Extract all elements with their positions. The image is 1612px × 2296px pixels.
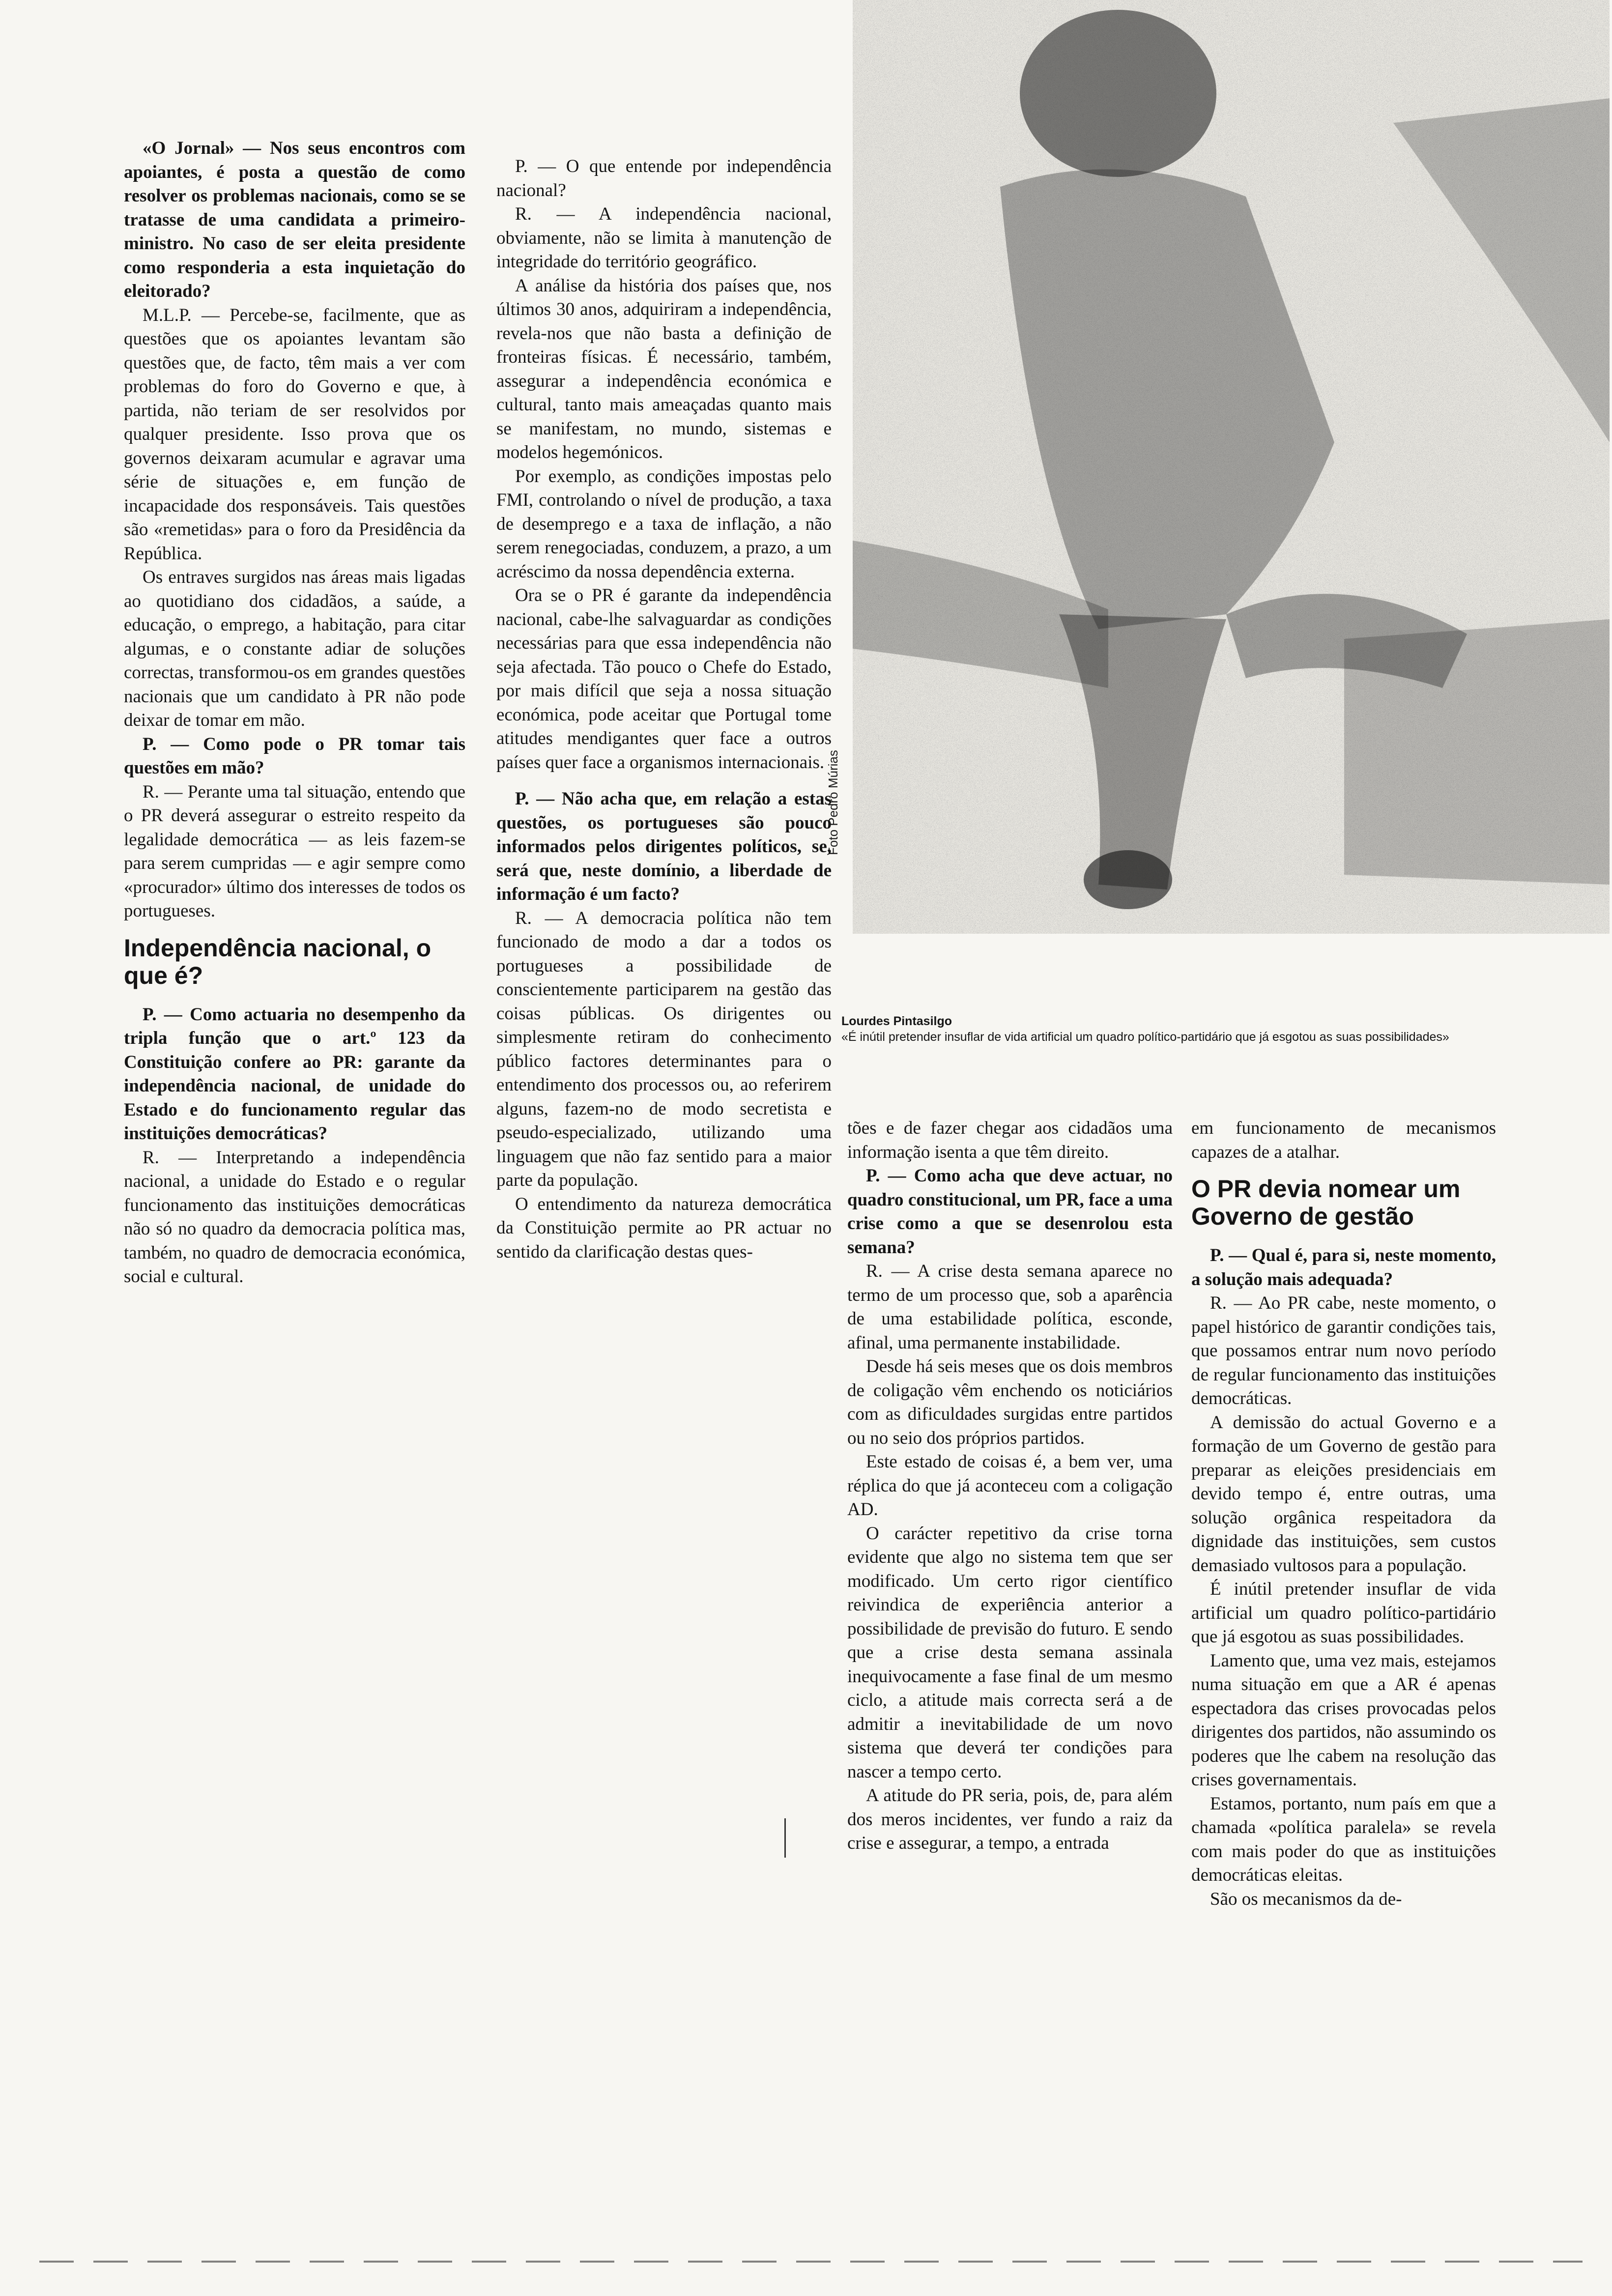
text-paragraph: Por exemplo, as condições impostas pelo FMI, controlando o nível de produção, a taxa de desemprego e a taxa de inflação, a não serem renegociadas, conduzem, a prazo, a um acréscimo da nossa dependência externa.: [496, 466, 832, 582]
text-paragraph: Ora se o PR é garante da independência nacional, cabe-lhe salvaguardar as condições necessárias para que essa independência não seja afectada. Tão pouco o Chefe do Estado, por mais difícil que seja a nossa situação económica, pode aceitar que Portugal tome atitudes mendigantes quer face a outros países quer face a organismos internacionais.: [496, 585, 832, 773]
photo-credit: Foto Pedro Múrias: [826, 750, 840, 855]
column-2: [496, 155, 832, 1264]
caption-name: Lourdes Pintasilgo: [841, 1014, 952, 1028]
text-paragraph: Os entraves surgidos nas áreas mais ligadas ao quotidiano dos cidadãos, a saúde, a educação, o emprego, a habitação, para citar algumas, e o constante adiar de soluções correctas, transformou-os em grandes questões nacionais que um candidato à PR não pode deixar de tomar em mão.: [124, 567, 465, 730]
column-4: [1191, 1117, 1496, 1911]
text-paragraph: Este estado de coisas é, a bem ver, uma réplica do que já aconteceu com a coligação AD.: [847, 1452, 1173, 1520]
answer-paragraph: R. — Interpretando a independência nacional, a unidade do Estado e o regular funcionamento das instituições democráticas não só no quadro da democracia política mas, também, no quadro de democracia económica, social e cultural.: [124, 1147, 465, 1287]
answer-paragraph: R. — Perante uma tal situação, entendo que o PR deverá assegurar o estreito respeito da legalidade democrática — as leis fazem-se para serem cumpridas — e agir sempre como «procurador» último dos interesses de todos os portugueses.: [124, 781, 465, 921]
text-paragraph: É inútil pretender insuflar de vida artificial um quadro político-partidário que já esgotou as suas possibilidades.: [1191, 1579, 1496, 1647]
text-paragraph: A análise da história dos países que, nos últimos 30 anos, adquiriram a independência, revela-nos que não basta a definição de fronteiras físicas. É necessário, também, assegurar a independência económica e cultural, tanto mais ameaçadas quanto mais se manifestam, no mundo, sistemas e modelos hegemónicos.: [496, 275, 832, 462]
answer-paragraph: R. — A crise desta semana aparece no termo de um processo que, sob a aparência de uma estabilidade política, esconde, afinal, uma permanente instabilidade.: [847, 1261, 1173, 1353]
caption-text: «É inútil pretender insuflar de vida artificial um quadro político-partidário que já esgotou as suas possibilidades»: [841, 1030, 1449, 1044]
text-paragraph: Desde há seis meses que os dois membros de coligação vêm enchendo os noticiários com as dificuldades surgidas entre partidos ou no seio dos próprios partidos.: [847, 1356, 1173, 1448]
question-paragraph: P. — Como actuaria no desempenho da tripla função que o art.º 123 da Constituição confere ao PR: garante da independência nacional, de unidade do Estado e do funcionamento regular das instituições democráticas?: [124, 1004, 465, 1144]
column-1: [124, 137, 465, 1289]
column-divider-mark: [784, 1818, 786, 1858]
question-paragraph: P. — Como acha que deve actuar, no quadro constitucional, um PR, face a uma crise como a que se desenrolou esta semana?: [847, 1166, 1173, 1258]
question-paragraph: «O Jornal» — Nos seus encontros com apoiantes, é posta a questão de como resolver os problemas nacionais, como se se tratasse de uma candidata a primeiro-ministro. No caso de ser eleita presidente como responderia a esta inquietação do eleitorado?: [124, 138, 465, 301]
portrait-photo: [853, 0, 1610, 1008]
question-paragraph: P. — Qual é, para si, neste momento, a solução mais adequada?: [1191, 1245, 1496, 1290]
text-paragraph: em funcionamento de mecanismos capazes de a atalhar.: [1191, 1118, 1496, 1162]
text-paragraph: A demissão do actual Governo e a formação de um Governo de gestão para preparar as eleições presidenciais em devido tempo é, entre outras, uma solução orgânica respeitadora da dignidade das instituições, sem custos demasiado vultosos para a população.: [1191, 1412, 1496, 1576]
section-heading: Independência nacional, o que é?: [124, 934, 432, 989]
text-paragraph: tões e de fazer chegar aos cidadãos uma informação isenta a que têm direito.: [847, 1118, 1173, 1162]
text-paragraph: Lamento que, uma vez mais, estejamos numa situação em que a AR é apenas espectadora das crises provocadas pelos dirigentes dos partidos, não assumindo os poderes que lhe cabem na resolução das crises governamentais.: [1191, 1650, 1496, 1790]
section-heading: O PR devia nomear um Governo de gestão: [1191, 1175, 1461, 1230]
answer-paragraph: R. — Ao PR cabe, neste momento, o papel histórico de garantir condições tais, que possamos entrar num novo período de regular funcionamento das instituições democráticas.: [1191, 1293, 1496, 1408]
question-paragraph: P. — Como pode o PR tomar tais questões em mão?: [124, 734, 465, 778]
column-3: [847, 1117, 1173, 1856]
text-paragraph: O carácter repetitivo da crise torna evidente que algo no sistema tem que ser modificado. Um certo rigor científico reivindica de experiência anterior a possibilidade de previsão do futuro. E sendo que a crise desta semana assinala inequivocamente a fase final de um mesmo ciclo, a atitude mais correcta será a de admitir a inevitabilidade de um novo sistema que deverá ter condições para nascer a tempo certo.: [847, 1523, 1173, 1782]
page-bottom-rule: [39, 2261, 1583, 2263]
answer-paragraph: M.L.P. — Percebe-se, facilmente, que as questões que os apoiantes levantam são questões que, de facto, têm mais a ver com problemas do foro do Governo e que, à partida, não teriam de ser resolvidos por qualquer presidente. Isso prova que os governos deixaram acumular e agravar uma série de situações e, em função de incapacidade dos responsáveis. Tais questões são «remetidas» para o foro da Presidência da República.: [124, 305, 465, 564]
answer-paragraph: R. — A independência nacional, obviamente, não se limita à manutenção de integridade do território geográfico.: [496, 204, 832, 272]
question-paragraph: P. — Não acha que, em relação a estas questões, os portugueses são pouco informados pelos dirigentes políticos, se, será que, neste domínio, a liberdade de informação é um facto?: [496, 789, 832, 904]
text-paragraph: O entendimento da natureza democrática da Constituição permite ao PR actuar no sentido da clarificação destas ques-: [496, 1194, 832, 1262]
text-paragraph: Estamos, portanto, num país em que a chamada «política paralela» se revela com mais poder do que as instituições democráticas eleitas.: [1191, 1793, 1496, 1885]
question-paragraph: P. — O que entende por independência nacional?: [496, 156, 832, 201]
text-paragraph: São os mecanismos da de-: [1210, 1889, 1402, 1909]
answer-paragraph: R. — A democracia política não tem funcionado de modo a dar a todos os portugueses a possibilidade de conscientemente participarem na gestão das coisas públicas. Os dirigentes ou simplesmente retiram do conhecimento público factores determinantes para o entendimento dos processos ou, ao referirem alguns, fazem-no de modo secretista e pseudo-especializado, utilizando uma linguagem que não faz sentido para a maior parte da população.: [496, 908, 832, 1190]
photo-caption: [841, 1013, 1520, 1045]
text-paragraph: A atitude do PR seria, pois, de, para além dos meros incidentes, ver fundo a raiz da crise e assegurar, a tempo, a entrada: [847, 1785, 1173, 1853]
